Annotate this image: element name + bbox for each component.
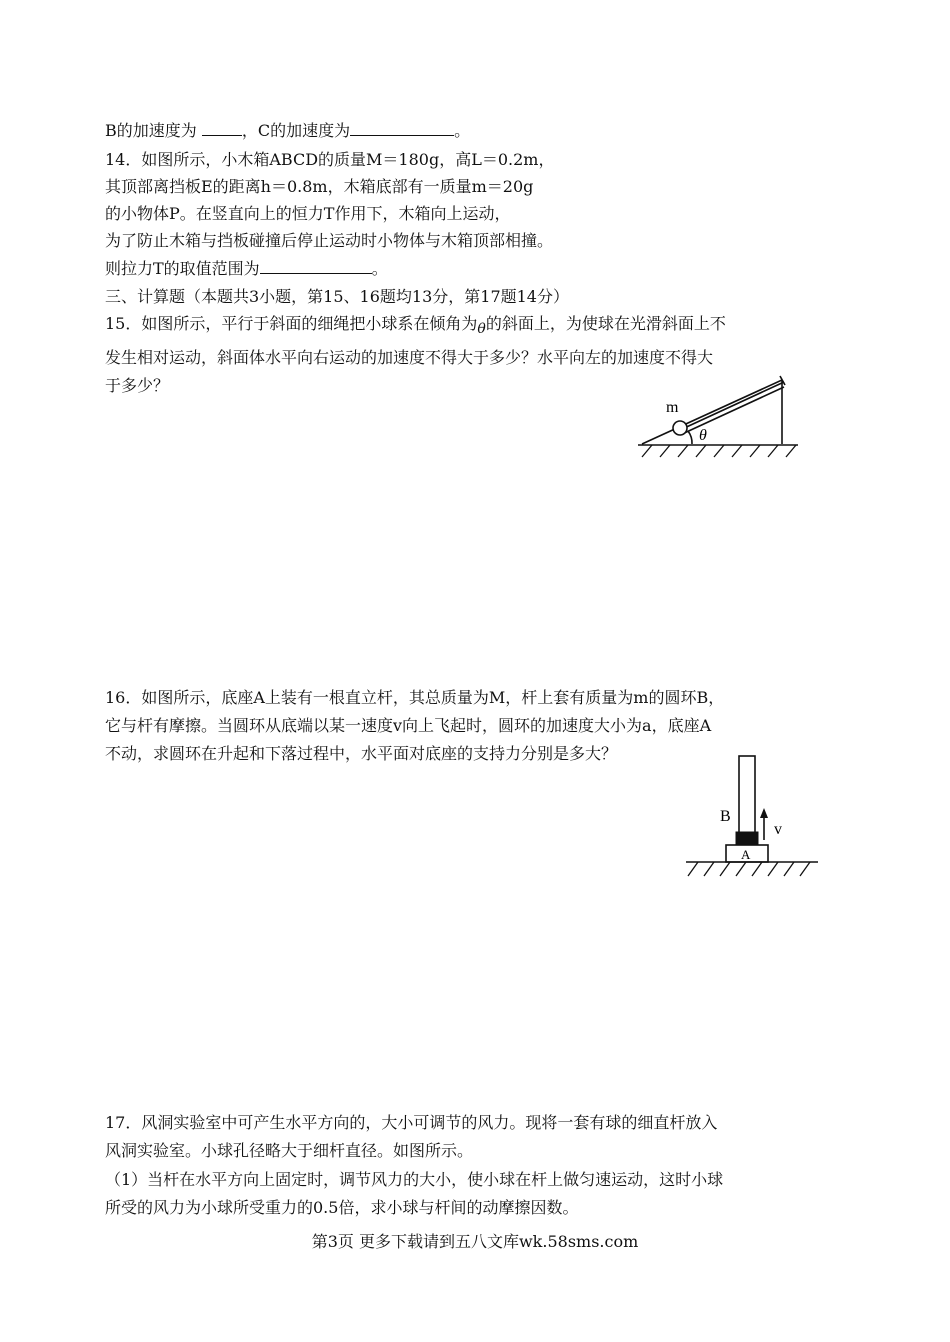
q16-line-3: 不动，求圆环在升起和下落过程中，水平面对底座的支持力分别是多大？ [105, 744, 618, 763]
q13-text-end: 。 [454, 121, 471, 140]
incline-slope [642, 380, 782, 444]
velocity-arrow-head [760, 808, 768, 818]
ring-b [736, 832, 758, 845]
section-3-heading: 三、计算题（本题共3小题，第15、16题均13分，第17题14分） [105, 287, 569, 306]
q17-line-1: 17．风洞实验室中可产生水平方向的，大小可调节的风力。现将一套有球的细直杆放入 [105, 1113, 718, 1132]
q16-line-2: 它与杆有摩擦。当圆环从底端以某一速度v向上飞起时，圆环的加速度大小为a，底座A [105, 716, 712, 735]
rope [680, 382, 784, 430]
q15-theta: θ [477, 321, 486, 337]
rope-lower [680, 387, 784, 435]
incline-figure [630, 375, 805, 467]
q17-line-2: 风洞实验室。小球孔径略大于细杆直径。如图所示。 [105, 1141, 474, 1160]
q16-line-1: 16．如图所示，底座A上装有一根直立杆，其总质量为M，杆上套有质量为m的圆环B， [105, 688, 725, 707]
q15-line-1 [105, 314, 726, 335]
q14-range-text: 则拉力T的取值范围为 [105, 259, 260, 278]
q14-line-2: 其顶部离挡板E的距离h＝0.8m，木箱底部有一质量m＝20g [105, 177, 534, 196]
q13-blank-c [350, 120, 454, 136]
angle-label: θ [699, 427, 707, 444]
ring-label: B [720, 808, 731, 825]
q14-blank [260, 258, 372, 274]
q14-line-5 [105, 258, 388, 279]
mass-label: m [666, 399, 679, 416]
q15-line-2: 发生相对运动，斜面体水平向右运动的加速度不得大于多少？水平向左的加速度不得大 [105, 348, 714, 367]
q13-answer-line [105, 120, 470, 141]
q13-text-c: ，C的加速度为 [241, 121, 351, 140]
q14-line-1: 14．如图所示，小木箱ABCD的质量M＝180g，高L＝0.2m， [105, 150, 555, 169]
ground-hatching [642, 445, 796, 457]
angle-arc [688, 431, 692, 444]
q17-line-3: （1）当杆在水平方向上固定时，调节风力的大小，使小球在杆上做匀速运动，这时小球 [105, 1170, 724, 1189]
q15-text-b: 的斜面上，为使球在光滑斜面上不 [485, 314, 726, 333]
q14-line-4: 为了防止木箱与挡板碰撞后停止运动时小物体与木箱顶部相撞。 [105, 231, 554, 250]
ground-hatching [688, 862, 810, 876]
velocity-label: v [774, 821, 782, 838]
page-footer: 第3页 更多下载请到五八文库wk.58sms.com [311, 1232, 639, 1251]
rod-ring-figure [680, 752, 825, 884]
q15-line-3: 于多少？ [105, 376, 170, 395]
q13-text-b: B的加速度为 [105, 121, 197, 140]
base-label: A [741, 847, 751, 862]
q17-line-4: 所受的风力为小球所受重力的0.5倍，求小球与杆间的动摩擦因数。 [105, 1198, 579, 1217]
q14-range-end: 。 [371, 259, 388, 278]
ball [673, 421, 687, 435]
q13-blank-b [202, 120, 242, 136]
q14-line-3: 的小物体P。在竖直向上的恒力T作用下，木箱向上运动， [105, 204, 511, 223]
q15-text-a: 15．如图所示，平行于斜面的细绳把小球系在倾角为 [105, 314, 478, 333]
